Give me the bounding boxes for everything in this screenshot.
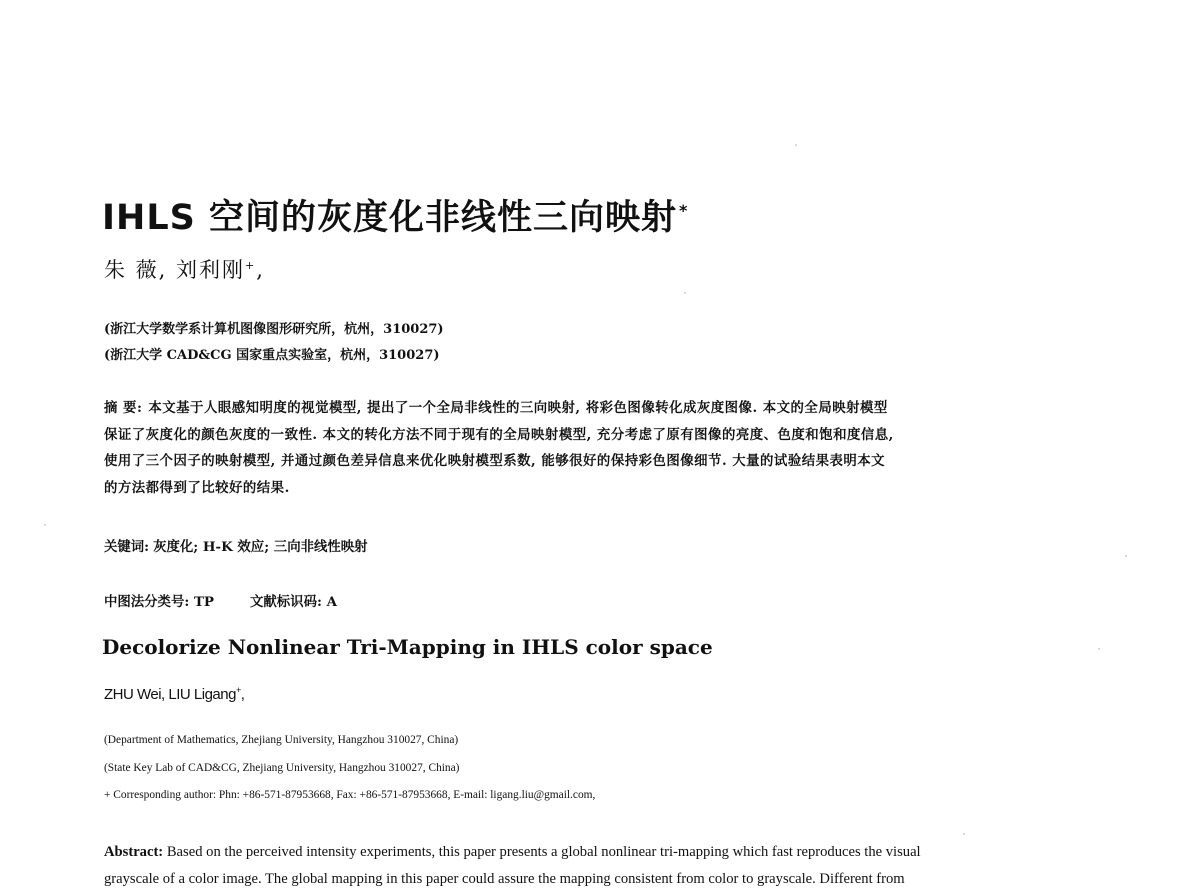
scan-speck — [963, 833, 965, 835]
abstract-en-line-2: grayscale of a color image. The global mapping in this paper could assure the mapping consistent from color to grayscale. Different from — [104, 871, 905, 887]
affiliation-cn-2: (浙江大学 CAD&CG 国家重点实验室，杭州，310027) — [104, 348, 440, 363]
abstract-cn-line-1-text: 本文基于人眼感知明度的视觉模型, 提出了一个全局非线性的三向映射, 将彩色图像转化成灰度图像. 本文的全局映射模型 — [148, 400, 888, 416]
authors-chinese — [104, 254, 265, 284]
abstract-cn-line-3: 使用了三个因子的映射模型, 并通过颜色差异信息来优化映射模型系数, 能够很好的保持彩色图像细节. 大量的试验结果表明本文 — [104, 453, 886, 469]
classification-chinese — [104, 591, 337, 610]
abstract-en-line-1 — [104, 839, 1104, 866]
keywords-chinese — [104, 536, 368, 555]
abstract-cn-line-1 — [104, 395, 1104, 422]
affiliation-cn-1: (浙江大学数学系计算机图像图形研究所，杭州，310027) — [104, 322, 444, 337]
clc-label: 中图法分类号: — [104, 594, 190, 610]
abstract-english — [104, 839, 1104, 892]
keywords-cn-label: 关键词: — [104, 539, 150, 555]
abstract-cn-label: 摘 要: — [104, 400, 143, 416]
abstract-cn-line-2: 保证了灰度化的颜色灰度的一致性. 本文的转化方法不同于现有的全局映射模型, 充分考虑了原有图像的亮度、色度和饱和度信息, — [104, 426, 894, 443]
scan-speck — [684, 292, 686, 294]
authors-english — [104, 685, 244, 703]
abstract-chinese — [104, 395, 1104, 501]
authors-chinese-trail: , — [256, 258, 265, 282]
scan-speck — [44, 524, 46, 526]
doc-code-value: A — [326, 594, 337, 610]
abstract-en-label: Abstract: — [104, 844, 164, 860]
scan-speck — [795, 144, 797, 146]
paper-title-english: Decolorize Nonlinear Tri-Mapping in IHLS color space — [102, 635, 713, 659]
abstract-cn-line-4: 的方法都得到了比较好的结果. — [104, 479, 290, 496]
keywords-cn-text: 灰度化; H-K 效应; 三向非线性映射 — [153, 539, 368, 555]
corresponding-author-mark-cn: + — [245, 259, 257, 272]
affiliation-en-1: (Department of Mathematics, Zhejiang University, Hangzhou 310027, China) — [104, 734, 459, 746]
corresponding-author-line: + Corresponding author: Phn: +86-571-87953668, Fax: +86-571-87953668, E-mail: ligang.liu@gmail.com, — [104, 789, 596, 801]
paper-title-chinese — [102, 190, 688, 240]
abstract-en-line-1-text: Based on the perceived intensity experiments, this paper presents a global nonlinear tri-mapping which fast reproduces the visual — [166, 844, 921, 860]
authors-english-trail: , — [240, 686, 245, 703]
affiliation-en-2: (State Key Lab of CAD&CG, Zhejiang University, Hangzhou 310027, China) — [104, 762, 460, 774]
authors-english-names: ZHU Wei, LIU Ligang — [104, 686, 236, 703]
title-footnote-mark: * — [679, 201, 689, 221]
clc-value: TP — [193, 594, 215, 610]
paper-title-chinese-text: IHLS 空间的灰度化非线性三向映射 — [102, 198, 678, 238]
authors-chinese-names: 朱 薇, 刘利刚 — [104, 258, 246, 282]
scan-speck — [1125, 555, 1127, 557]
corresponding-author-mark-en: + — [235, 685, 241, 695]
doc-code-label: 文献标识码: — [250, 594, 322, 610]
scan-speck — [1098, 648, 1100, 650]
